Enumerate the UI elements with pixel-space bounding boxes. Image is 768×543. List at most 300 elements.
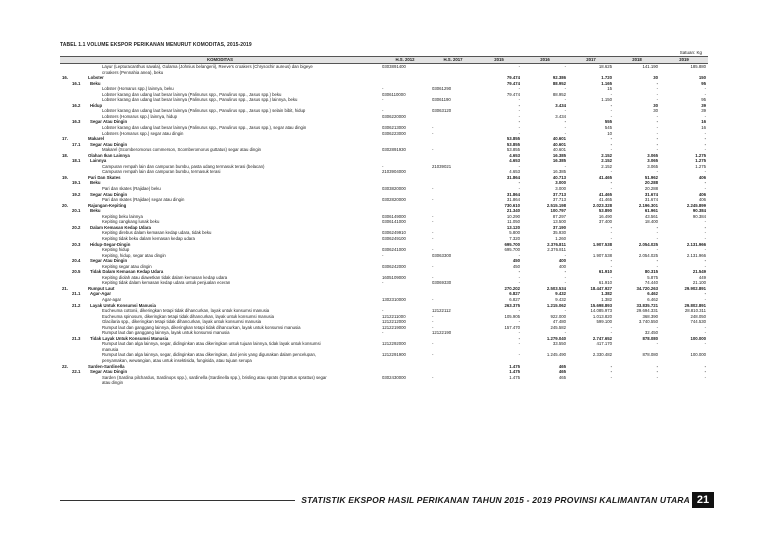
volume-2019-cell: 95 xyxy=(701,80,706,86)
commodity-label: Glacilaria spp., dikeringkan tetapi tidak dihancurkan, layak untuk konsumsi manusia xyxy=(102,319,262,325)
hs-2012-cell: - xyxy=(382,108,384,114)
hs-2012-cell: 0303820000 xyxy=(382,186,406,192)
volume-2015-cell: 13.120 xyxy=(506,224,520,230)
volume-2018-cell: 878.080 xyxy=(642,335,658,341)
volume-2017-cell: 2.152 xyxy=(601,163,612,169)
volume-2016-cell: 40.601 xyxy=(552,147,566,153)
volume-2016-cell: 400 xyxy=(558,258,566,264)
volume-2017-cell: 1.907.538 xyxy=(592,252,612,258)
volume-2018-cell: 3.065 xyxy=(647,158,658,164)
table-body xyxy=(60,64,708,386)
hs-2012-cell: 1212219000 xyxy=(382,324,406,330)
hs-2017-cell: - xyxy=(432,274,434,280)
volume-2018-cell: - xyxy=(656,80,658,86)
volume-2017-cell: 599.100 xyxy=(596,319,612,325)
volume-2016-cell: 33.550 xyxy=(552,341,566,347)
hs-2012-cell: 0302891930 xyxy=(382,147,406,153)
row-subnumber: 20.4 xyxy=(72,258,81,264)
volume-2016-cell: 2.515.198 xyxy=(546,202,566,208)
volume-2016-cell: 3.434 xyxy=(555,113,566,119)
volume-2018-cell: 31.674 xyxy=(644,197,658,203)
volume-2016-cell: - xyxy=(564,64,566,69)
volume-2017-cell: 555 xyxy=(604,119,612,125)
volume-2018-cell: - xyxy=(656,147,658,153)
volume-2019-cell: 21.100 xyxy=(692,280,706,286)
commodity-label: Lobster (Homarus spp.) lainnya, beku xyxy=(102,86,174,92)
volume-2015-cell: - xyxy=(518,269,520,275)
volume-2016-cell: 2.376.811 xyxy=(547,241,566,247)
table-row xyxy=(60,236,708,242)
volume-2015-cell: 31.864 xyxy=(506,191,520,197)
volume-2019-cell: 1.275 xyxy=(695,158,706,164)
commodity-label: Agar-Agar xyxy=(90,291,112,297)
volume-2018-cell: - xyxy=(656,86,658,92)
volume-2015-cell: 1.475 xyxy=(509,363,520,369)
commodity-label: Tidak Layak Untuk Konsumsi Manusia xyxy=(90,335,169,341)
row-subnumber: 16.1 xyxy=(72,80,81,86)
volume-2017-cell: 417.170 xyxy=(596,341,612,347)
hs-2017-cell: 03063300 xyxy=(432,252,452,258)
volume-2019-cell: - xyxy=(704,258,706,264)
volume-2015-cell: - xyxy=(518,130,520,136)
volume-2018-cell: 18.400 xyxy=(644,219,658,225)
column-header: H.S. 2017 xyxy=(430,57,476,64)
volume-2017-cell: 10 xyxy=(607,130,612,136)
hs-2012-cell: 0302820000 xyxy=(382,197,406,203)
volume-2019-cell: 95 xyxy=(701,97,706,103)
volume-2015-cell: - xyxy=(518,108,520,114)
table-row xyxy=(60,197,708,203)
volume-2015-cell: - xyxy=(518,335,520,341)
volume-2017-cell: 14.085.973 xyxy=(590,308,612,314)
volume-2016-cell: 1.215.062 xyxy=(546,302,566,308)
volume-2019-cell: - xyxy=(704,130,706,136)
volume-2016-cell: - xyxy=(564,330,566,336)
hs-2012-cell: 0306213000 xyxy=(382,125,406,131)
volume-2015-cell: - xyxy=(518,125,520,131)
hs-2017-cell: - xyxy=(432,374,434,380)
volume-2016-cell: - xyxy=(564,108,566,114)
volume-2018-cell: 80.315 xyxy=(644,269,658,275)
volume-2019-cell: 21.549 xyxy=(692,269,706,275)
volume-2018-cell: 3.740.550 xyxy=(638,319,658,325)
volume-2018-cell: - xyxy=(656,125,658,131)
commodity-label: Rumput laut dan ganggang lainnya, dikeringkan tetapi tidak dihancurkan, layak untuk konsumsi manusia xyxy=(102,324,301,330)
volume-2018-cell: - xyxy=(656,91,658,97)
volume-2018-cell: 6.462 xyxy=(647,296,658,302)
commodity-label: Beku xyxy=(90,80,101,86)
volume-2016-cell: 87.297 xyxy=(552,213,566,219)
row-subnumber: 16.2 xyxy=(72,102,81,108)
volume-2017-cell: 1.907.538 xyxy=(592,241,612,247)
volume-2015-cell: 105.905 xyxy=(504,313,520,319)
volume-2018-cell: 2.054.025 xyxy=(638,241,658,247)
volume-2015-cell: 6.827 xyxy=(509,291,520,297)
volume-2015-cell: 450 xyxy=(512,263,520,269)
volume-2016-cell: 37.190 xyxy=(552,224,566,230)
row-subnumber: 21.2 xyxy=(72,302,81,308)
volume-2019-cell: 406 xyxy=(698,197,706,203)
hs-2012-cell: - xyxy=(382,252,384,258)
volume-2017-cell: 41.465 xyxy=(598,191,612,197)
commodity-label: Eucheuma spinosum, dikeringkan tetapi tidak dihancurkan, layak untuk konsumsi manusia xyxy=(102,313,274,319)
commodity-label: Pari dan skates (Rajidae) segar atau dingin xyxy=(102,197,185,203)
row-subnumber: 17.1 xyxy=(72,141,81,147)
volume-2016-cell: 1.260 xyxy=(555,235,566,241)
hs-2012-cell: - xyxy=(382,330,384,336)
commodity-label: Pari dan skates (Rajidae) beku xyxy=(102,186,161,192)
hs-2012-cell: 0306249100 xyxy=(382,235,406,241)
row-subnumber xyxy=(70,380,84,386)
volume-2018-cell: - xyxy=(656,341,658,347)
volume-2019-cell: - xyxy=(704,136,706,142)
volume-2016-cell: 16.385 xyxy=(552,158,566,164)
volume-2019-cell: 16 xyxy=(701,119,706,125)
column-header: KOMODITAS xyxy=(60,57,380,64)
volume-2019-cell: - xyxy=(704,330,706,336)
volume-2018-cell: 2.054.025 xyxy=(638,252,658,258)
hs-2012-cell xyxy=(380,380,430,386)
commodity-label: Eucheuma cottonii, dikeringkan tetapi tidak dihancurkan, layak untuk konsumsi manusia xyxy=(102,308,270,314)
volume-2017-cell: 1.150 xyxy=(601,97,612,103)
volume-2016-cell xyxy=(522,380,568,386)
volume-2015-cell: 11.050 xyxy=(507,219,520,225)
commodity-label: Layak Untuk Konsumsi Manusia xyxy=(90,302,156,308)
volume-2015-cell: - xyxy=(518,119,520,125)
row-subnumber: 20.2 xyxy=(72,224,81,230)
hs-2017-cell: 03061190 xyxy=(432,97,451,103)
table-row xyxy=(60,380,708,386)
hs-2017-cell xyxy=(430,380,476,386)
volume-2019-cell: - xyxy=(704,147,706,153)
volume-2017-cell: - xyxy=(610,180,612,186)
volume-2015-cell: - xyxy=(518,274,520,280)
volume-2016-cell: 9.432 xyxy=(555,291,566,297)
volume-2016-cell: 88.952 xyxy=(552,80,566,86)
hs-2017-cell: - xyxy=(432,186,434,192)
commodity-label: croakers (Pennahia anea), beku xyxy=(102,69,164,75)
volume-2015-cell: 53.855 xyxy=(506,141,520,147)
volume-2017-cell: 2.330.482 xyxy=(592,352,612,358)
volume-2017-cell: - xyxy=(610,363,612,369)
volume-2016-cell: 1.279.040 xyxy=(546,335,566,341)
volume-2017-cell: 2.747.652 xyxy=(592,335,612,341)
volume-2015-cell: - xyxy=(518,319,520,325)
row-subnumber: 20.3 xyxy=(72,241,81,247)
volume-2015-cell: 270.202 xyxy=(504,285,520,291)
hs-2012-cell: 1605109000 xyxy=(382,274,406,280)
volume-2015-cell: 6.827 xyxy=(509,296,520,302)
volume-2018-cell: 33.835.721 xyxy=(636,302,658,308)
volume-2018-cell: 20.288 xyxy=(644,186,658,192)
commodity-label: Lainnya xyxy=(90,158,107,164)
volume-2019-cell: 406 xyxy=(698,191,706,197)
volume-2015-cell: - xyxy=(518,341,520,347)
row-subnumber: 22.1 xyxy=(72,369,81,375)
volume-2016-cell: - xyxy=(564,269,566,275)
volume-2015-cell: 157.470 xyxy=(504,324,520,330)
volume-2017-cell: - xyxy=(610,263,612,269)
volume-2016-cell: 245.582 xyxy=(550,324,566,330)
volume-2016-cell: - xyxy=(564,119,566,125)
volume-2015-cell: 4.653 xyxy=(509,158,520,164)
hs-2017-cell: - xyxy=(432,213,434,219)
volume-2015-cell: - xyxy=(518,186,520,192)
table-row xyxy=(60,64,708,70)
commodity-label: Campuran rempah lain dan campuran bumbu, pasta udang termasuk terasi (belacan) xyxy=(102,163,265,169)
volume-2016-cell: 40.601 xyxy=(552,141,566,147)
commodity-label: Kepiting direbus dalam kemasan kedap udara, tidak beku xyxy=(102,230,212,236)
hs-2012-cell: 0306220000 xyxy=(382,113,406,119)
volume-2018-cell: - xyxy=(656,324,658,330)
volume-2018-cell: 368.390 xyxy=(642,313,658,319)
volume-2017-cell: 1.165 xyxy=(601,80,612,86)
volume-2015-cell: - xyxy=(518,86,520,92)
volume-2015-cell: 1.475 xyxy=(509,369,520,375)
volume-2017-cell: 2.152 xyxy=(601,158,612,164)
volume-2016-cell: 465 xyxy=(558,374,566,380)
volume-2018-cell xyxy=(614,380,660,386)
hs-2017-cell: - xyxy=(432,313,434,319)
volume-2015-cell: - xyxy=(518,97,520,103)
hs-2012-cell: 1212212000 xyxy=(382,319,406,325)
row-subnumber: 19.2 xyxy=(72,191,81,197)
hs-2017-cell: - xyxy=(432,263,434,269)
hs-2012-cell: - xyxy=(382,308,384,314)
volume-2018-cell: 2.196.301 xyxy=(638,202,658,208)
table-title: TABEL 1.1 VOLUME EKSPOR PERIKANAN MENURUT KOMODITAS, 2015-2019 xyxy=(60,42,252,48)
volume-2019-cell: 185.880 xyxy=(690,64,706,69)
hs-2012-cell: 0303891400 xyxy=(382,64,406,69)
volume-2019-cell: 449 xyxy=(698,274,706,280)
volume-2019-cell: - xyxy=(704,180,706,186)
row-number: 18. xyxy=(62,152,68,158)
volume-2016-cell: 9.432 xyxy=(555,296,566,302)
volume-2017-cell: 1.382 xyxy=(601,291,612,297)
volume-2018-cell: 3.065 xyxy=(647,163,658,169)
commodity-label: Kepiting tidak beku dalam kemasan kedap udara xyxy=(102,235,195,241)
commodity-label: Lobster karang dan udang laut besar lainnya (Palinurus spp., Panulirus spp., Jasus spp.) selain bibit, hidup xyxy=(102,108,306,114)
commodity-label: Kepiting diolah atau diawetkan tidak dalam kemasan kedap udara xyxy=(102,274,228,280)
volume-2019-cell: 90.384 xyxy=(692,208,706,214)
volume-2017-cell: - xyxy=(610,108,612,114)
volume-2015-cell: 450 xyxy=(512,258,520,264)
row-subnumber: 20.5 xyxy=(72,269,81,275)
volume-2015-cell: 263.375 xyxy=(504,302,520,308)
volume-2015-cell: - xyxy=(518,180,520,186)
commodity-label: Makarel (Scomberomorus commerson, Scomberomorus guttatus) segar atau dingin xyxy=(102,147,262,153)
volume-2019-cell: - xyxy=(704,324,706,330)
volume-2017-cell: 2.023.328 xyxy=(592,202,612,208)
commodity-label: Lobster karang dan udang laut besar lainnya (Palinurus spp., Panulirus spp., Jasus spp.) beku xyxy=(102,91,282,97)
volume-2019-cell: - xyxy=(704,86,706,92)
volume-2017-cell: - xyxy=(610,374,612,380)
commodity-label: Makarel xyxy=(88,136,105,142)
row-subnumber: 19.1 xyxy=(72,180,81,186)
export-volume-table xyxy=(60,56,708,386)
footer-title: STATISTIK EKSPOR HASIL PERIKANAN TAHUN 2015 - 2019 PROVINSI KALIMANTAN UTARA xyxy=(295,495,690,505)
volume-2017-cell: 37.400 xyxy=(598,219,612,225)
hs-2012-cell: 1212211000 xyxy=(382,313,406,319)
volume-2018-cell: 3.065 xyxy=(647,152,658,158)
hs-2017-cell: 03069330 xyxy=(432,280,452,286)
hs-2017-cell: - xyxy=(432,130,434,136)
volume-2018-cell: - xyxy=(656,247,658,253)
volume-2016-cell: - xyxy=(564,274,566,280)
volume-2018-cell: - xyxy=(656,169,658,175)
volume-2017-cell: - xyxy=(610,230,612,236)
table-row xyxy=(60,341,708,347)
row-number: 17. xyxy=(62,136,68,142)
hs-2012-cell: 1212292000 xyxy=(382,341,406,347)
volume-2019-cell: 16 xyxy=(701,125,706,131)
volume-2017-cell: - xyxy=(610,224,612,230)
volume-2019-cell: 90.384 xyxy=(692,213,706,219)
volume-2015-cell: - xyxy=(518,352,520,358)
volume-2019-cell: - xyxy=(704,219,706,225)
commodity-label: Hidup xyxy=(90,102,103,108)
volume-2019-cell: 248.050 xyxy=(690,313,706,319)
volume-2017-cell: 18.625 xyxy=(598,64,612,69)
volume-2018-cell: 31.674 xyxy=(644,191,658,197)
commodity-label: Lobster xyxy=(88,75,104,81)
volume-2019-cell: 150 xyxy=(698,75,706,81)
hs-2012-cell: 0306242000 xyxy=(382,263,406,269)
volume-2016-cell: - xyxy=(564,308,566,314)
hs-2017-cell: - xyxy=(432,296,434,302)
volume-2015-cell: 695.700 xyxy=(504,241,520,247)
volume-2019-cell: 2.131.966 xyxy=(686,252,706,258)
volume-2016-cell: 3.434 xyxy=(555,102,566,108)
volume-2016-cell: - xyxy=(564,130,566,136)
volume-2019-cell: 2.131.966 xyxy=(686,241,706,247)
volume-2017-cell: 1.013.820 xyxy=(592,313,612,319)
volume-2018-cell: - xyxy=(656,130,658,136)
volume-2015-cell: - xyxy=(518,308,520,314)
volume-2017-cell: 41.465 xyxy=(598,174,612,180)
volume-2016-cell: - xyxy=(564,252,566,258)
hs-2017-cell: - xyxy=(432,147,434,153)
commodity-label: Lobsters (Homarus spp.) lainnya, hidup xyxy=(102,113,177,119)
volume-2016-cell: 35.930 xyxy=(552,230,566,236)
commodity-label: Segar Atau Dingin xyxy=(90,119,128,125)
column-header: H.S. 2012 xyxy=(380,57,430,64)
volume-2016-cell: - xyxy=(564,280,566,286)
row-number: 16. xyxy=(62,75,68,81)
volume-2017-cell: 15.698.893 xyxy=(590,302,612,308)
hs-2017-cell: - xyxy=(432,197,434,203)
commodity-label: Rumput laut dan ganggang lainnya, layak untuk konsumsi manusia xyxy=(102,330,230,336)
column-header: 2015 xyxy=(476,57,522,64)
volume-2018-cell: 43.561 xyxy=(644,213,658,219)
volume-2019-cell: 100.000 xyxy=(690,352,706,358)
volume-2019-cell: 29.802.891 xyxy=(684,302,706,308)
volume-2018-cell: - xyxy=(656,374,658,380)
volume-2017-cell: - xyxy=(610,235,612,241)
volume-2018-cell: - xyxy=(656,113,658,119)
commodity-label: Lobsters (Homarus spp.) segar atau dingin xyxy=(102,130,184,136)
row-subnumber: 18.1 xyxy=(72,158,81,164)
volume-2016-cell: 100.797 xyxy=(550,208,566,214)
volume-2018-cell: - xyxy=(656,363,658,369)
volume-2017-cell: 15 xyxy=(607,86,612,92)
volume-2019-cell: - xyxy=(704,374,706,380)
volume-2017-cell: - xyxy=(610,91,612,97)
row-subnumber: 20.1 xyxy=(72,208,81,214)
commodity-label: manusia xyxy=(102,346,119,352)
volume-2015-cell: - xyxy=(518,163,520,169)
volume-2016-cell: 2.503.534 xyxy=(546,285,566,291)
commodity-label: Segar Atau Dingin xyxy=(90,191,128,197)
volume-2018-cell: 32.450 xyxy=(644,330,658,336)
volume-2016-cell: - xyxy=(564,86,566,92)
commodity-label: Rajungan-Kepiting xyxy=(88,202,127,208)
volume-2015-cell: 695.700 xyxy=(504,247,520,253)
volume-2018-cell: 51.962 xyxy=(644,174,658,180)
volume-2018-cell: 61.961 xyxy=(644,208,658,214)
volume-2018-cell: 5.875 xyxy=(647,274,658,280)
hs-2012-cell: 0306110000 xyxy=(382,91,406,97)
volume-2018-cell: 34.720.263 xyxy=(636,285,658,291)
commodity-label: Kepiting beku lainnya xyxy=(102,213,143,219)
volume-2018-cell: 20.288 xyxy=(644,180,658,186)
row-subnumber: 21.3 xyxy=(72,335,81,341)
commodity-label: Lobster karang dan udang laut besar lainnya (Palinurus spp., Panulirus spp., Jasus spp.), segar atau dingin xyxy=(102,125,307,131)
commodity-label: Beku xyxy=(90,208,101,214)
volume-2018-cell: - xyxy=(656,369,658,375)
volume-2018-cell: 878.080 xyxy=(642,352,658,358)
volume-2017-cell xyxy=(568,380,614,386)
hs-2017-cell: - xyxy=(432,219,434,225)
commodity-label: Kepiting cangkang lunak beku xyxy=(102,219,160,225)
volume-2016-cell: 16.385 xyxy=(552,169,566,175)
volume-2018-cell: - xyxy=(656,224,658,230)
volume-2018-cell: - xyxy=(656,263,658,269)
hs-2012-cell: 0306141000 xyxy=(382,219,406,225)
volume-2019-cell: - xyxy=(704,91,706,97)
volume-2015-cell: 53.855 xyxy=(506,147,520,153)
column-header: 2017 xyxy=(568,57,614,64)
volume-2017-cell: - xyxy=(610,102,612,108)
volume-2017-cell: - xyxy=(610,247,612,253)
volume-2018-cell: 141.190 xyxy=(642,64,658,69)
page-number: 21 xyxy=(692,492,714,508)
volume-2016-cell: - xyxy=(564,163,566,169)
volume-2016-cell: 37.713 xyxy=(552,191,566,197)
volume-2017-cell: - xyxy=(610,330,612,336)
volume-2015-cell: 730.610 xyxy=(504,202,520,208)
hs-2017-cell: 21039021 xyxy=(432,163,452,169)
hs-2012-cell: 1302310000 xyxy=(382,296,406,302)
volume-2019-cell: - xyxy=(704,141,706,147)
row-number: 19. xyxy=(62,174,68,180)
volume-2019-cell: 744.530 xyxy=(690,319,706,325)
volume-2019-cell: - xyxy=(704,235,706,241)
volume-2017-cell: - xyxy=(610,141,612,147)
hs-2017-cell: 03061290 xyxy=(432,86,452,92)
volume-2016-cell: 465 xyxy=(558,369,566,375)
row-subnumber: 21.1 xyxy=(72,291,81,297)
commodity-label: Campuran rempah lain dan campuran bumbu, termasuk terasi xyxy=(102,169,221,175)
commodity-label: Pari Dan Skates xyxy=(88,174,121,180)
volume-2017-cell: 61.910 xyxy=(598,280,612,286)
volume-2019-cell: - xyxy=(704,113,706,119)
volume-2019-cell: - xyxy=(704,296,706,302)
volume-2015-cell: 10.290 xyxy=(506,213,520,219)
volume-2019-cell: 39 xyxy=(701,108,706,114)
volume-2017-cell: - xyxy=(610,169,612,175)
hs-2017-cell: - xyxy=(432,324,434,330)
